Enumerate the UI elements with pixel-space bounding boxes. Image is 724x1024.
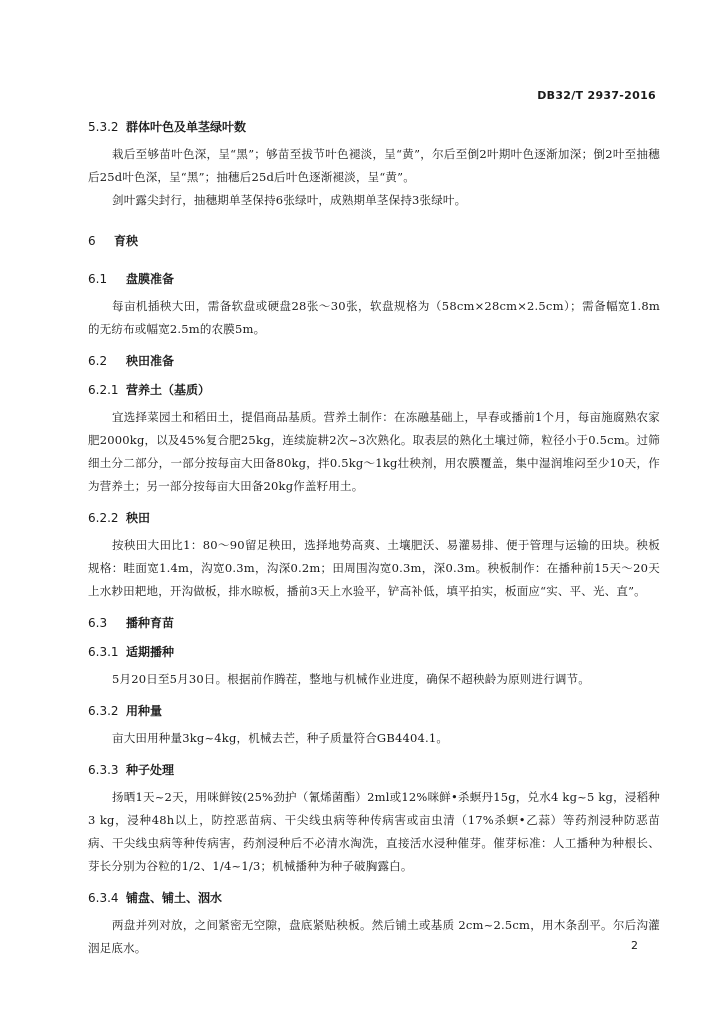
paragraph: 扬晒1天~2天，用咪鲜铵(25%劲护（氰烯菌酯）2ml或12%咪鲜•杀螟丹15g，兑水4 kg~5 kg，浸稻种3 kg，浸种48h以上，防控恶苗病、干尖线虫病等种传病害或亩虫清（17%杀螟•乙蒜）等药剂浸种防恶苗病、干尖线虫病等种传病害，药剂浸种后不必清水淘洗，直接活水浸种催芽。催芽标准：人工播种为种根长、芽长分别为谷粒的1/2、1/4~1/3；机械播种为种子破胸露白。 bbox=[88, 790, 660, 873]
paragraph: 5月20日至5月30日。根据前作腾茬，整地与机械作业进度，确保不超秧龄为原则进行调节。 bbox=[112, 672, 590, 686]
section-heading-6-3: 6.3 播种育苗 bbox=[88, 616, 175, 630]
section-heading-6-3-4: 6.3.4 铺盘、铺土、洇水 bbox=[88, 891, 223, 905]
section-heading-6-3-2: 6.3.2 用种量 bbox=[88, 704, 163, 718]
section-heading-6-3-1: 6.3.1 适期播种 bbox=[88, 645, 175, 659]
paragraph: 按秧田大田比1：80～90留足秧田，选择地势高爽、土壤肥沃、易灌易排、便于管理与运输的田块。秧板规格：畦面宽1.4m，沟宽0.3m，沟深0.2m；田周围沟宽0.3m，深0.3m。秧板制作：在播种前15天～20天上水耖田耙地，开沟做板，排水晾板，播前3天上水验平，铲高补低，填平拍实，板面应“实、平、光、直”。 bbox=[88, 538, 660, 598]
section-heading-6-2: 6.2 秧田准备 bbox=[88, 354, 175, 368]
section-heading-6: 6 育秧 bbox=[88, 234, 139, 248]
paragraph: 剑叶露尖封行，抽穗期单茎保持6张绿叶，成熟期单茎保持3张绿叶。 bbox=[112, 193, 467, 207]
section-heading-5-3-2: 5.3.2 群体叶色及单茎绿叶数 bbox=[88, 120, 247, 134]
section-heading-6-3-3: 6.3.3 种子处理 bbox=[88, 763, 175, 777]
section-heading-6-1: 6.1 盘膜准备 bbox=[88, 272, 175, 286]
paragraph: 每亩机插秧大田，需备软盘或硬盘28张～30张，软盘规格为（58cm×28cm×2.5cm）；需备幅宽1.8m的无纺布或幅宽2.5m的农膜5m。 bbox=[88, 299, 660, 336]
paragraph: 亩大田用种量3kg~4kg，机械去芒，种子质量符合GB4404.1。 bbox=[112, 731, 449, 745]
paragraph: 宜选择菜园土和稻田土，提倡商品基质。营养土制作：在冻融基础上，早春或播前1个月，每亩施腐熟农家肥2000kg，以及45%复合肥25kg，连续旋耕2次~3次熟化。取表层的熟化土壤过筛，粒径小于0.5cm。过筛细土分二部分，一部分按每亩大田备80kg，拌0.5kg～1kg壮秧剂，用农膜覆盖，集中湿润堆闷至少10天，作为营养土；另一部分按每亩大田备20kg作盖籽用土。 bbox=[88, 410, 660, 493]
document-body bbox=[88, 118, 660, 960]
section-heading-6-2-2: 6.2.2 秧田 bbox=[88, 511, 151, 525]
section-heading-6-2-1: 6.2.1 营养土（基质） bbox=[88, 383, 211, 397]
paragraph: 栽后至够苗叶色深，呈“黑”；够苗至拔节叶色褪淡，呈“黄”，尔后至倒2叶期叶色逐渐加深；倒2叶至抽穗后25d叶色深，呈“黑”；抽穗后25d后叶色逐渐褪淡，呈“黄”。 bbox=[88, 147, 660, 184]
page-number: 2 bbox=[631, 939, 638, 952]
document-code: DB32/T 2937-2016 bbox=[537, 89, 656, 102]
paragraph: 两盘并列对放，之间紧密无空隙，盘底紧贴秧板。然后铺土或基质 2cm~2.5cm，用木条刮平。尔后沟灌洇足底水。 bbox=[88, 918, 660, 955]
